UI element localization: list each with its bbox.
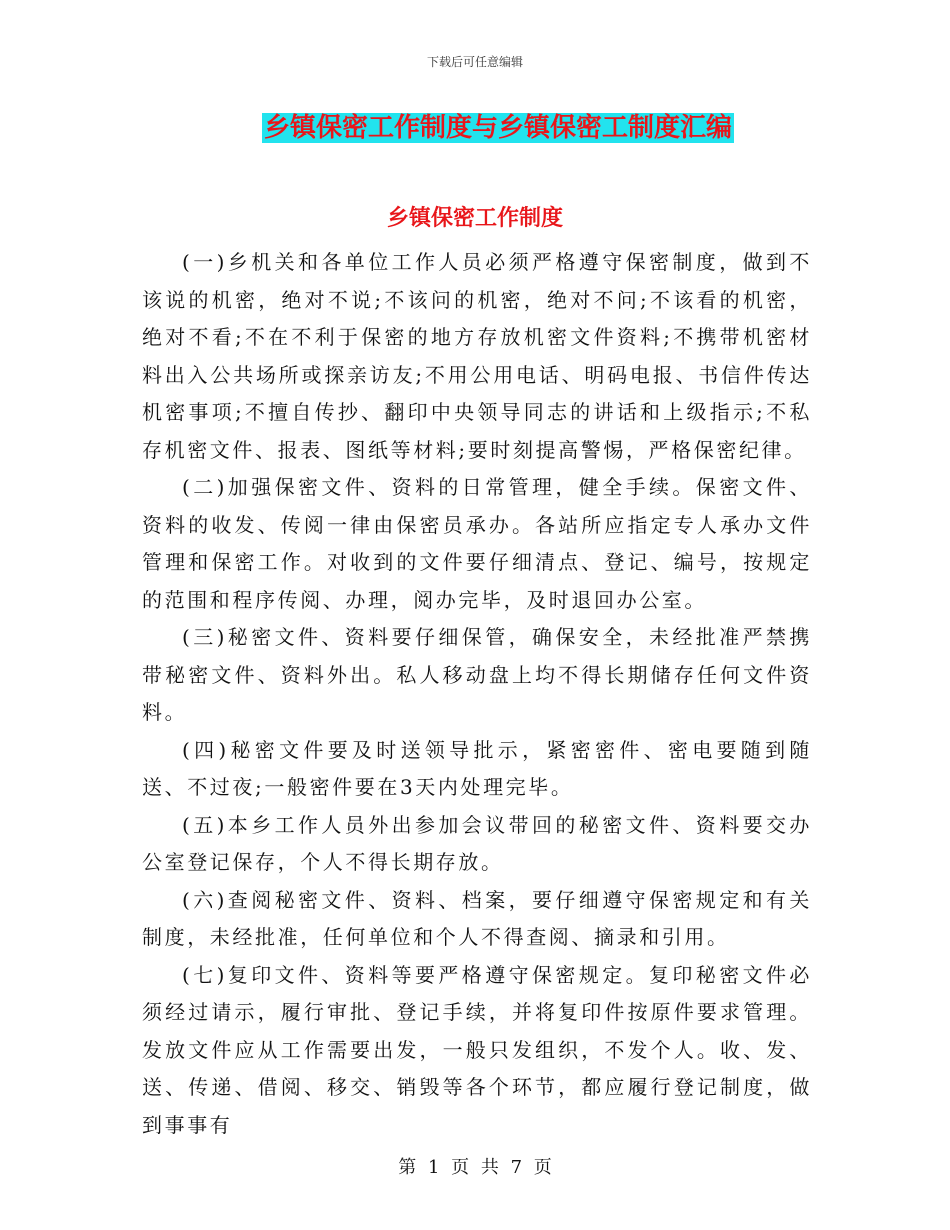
paragraph-1: (一)乡机关和各单位工作人员必须严格遵守保密制度，做到不该说的机密，绝对不说;不该问的机密，绝对不问;不该看的机密，绝对不看;不在不利于保密的地方存放机密文件资料;不携带机密材料出入公共场所或探亲访友;不用公用电话、明码电报、书信件传达机密事项;不擅自传抄、翻印中央领导同志的讲话和上级指示;不私存机密文件、报表、图纸等材料;要时刻提高警惕，严格保密纪律。 <box>142 250 812 462</box>
paragraph-5: (五)本乡工作人员外出参加会议带回的秘密文件、资料要交办公室登记保存，个人不得长期存放。 <box>142 812 812 874</box>
page-footer: 第 1 页 共 7 页 <box>398 1157 552 1178</box>
paragraph-4: (四)秘密文件要及时送领导批示，紧密密件、密电要随到随送、不过夜;一般密件要在3天内处理完毕。 <box>142 737 812 799</box>
paragraph-2: (二)加强保密文件、资料的日常管理，健全手续。保密文件、资料的收发、传阅一律由保密员承办。各站所应指定专人承办文件管理和保密工作。对收到的文件要仔细清点、登记、编号，按规定的范围和程序传阅、办理，阅办完毕，及时退回办公室。 <box>142 475 812 612</box>
document-title-text: 乡镇保密工作制度与乡镇保密工制度汇编 <box>263 113 732 143</box>
document-body <box>142 244 812 1144</box>
paragraph-6: (六)查阅秘密文件、资料、档案，要仔细遵守保密规定和有关制度，未经批准，任何单位和个人不得查阅、摘录和引用。 <box>142 887 812 949</box>
document-title <box>0 110 950 146</box>
paragraph-3: (三)秘密文件、资料要仔细保管，确保安全，未经批准严禁携带秘密文件、资料外出。私人移动盘上均不得长期储存任何文件资料。 <box>142 625 812 724</box>
section-title: 乡镇保密工作制度 <box>386 206 563 231</box>
header-note: 下载后可任意编辑 <box>426 55 523 69</box>
paragraph-7: (七)复印文件、资料等要严格遵守保密规定。复印秘密文件必须经过请示，履行审批、登记手续，并将复印件按原件要求管理。发放文件应从工作需要出发，一般只发组织，不发个人。收、发、送、传递、借阅、移交、销毁等各个环节，都应履行登记制度，做到事事有 <box>142 962 812 1137</box>
